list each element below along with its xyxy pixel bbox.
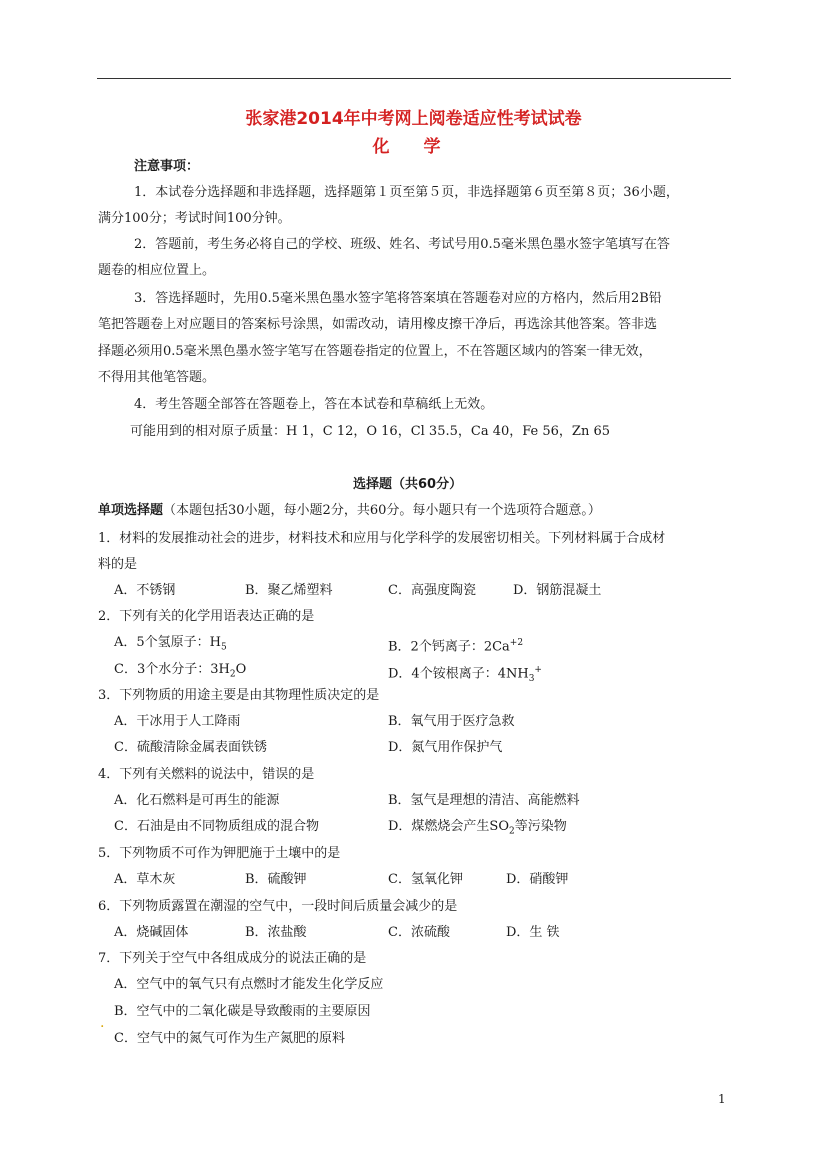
question-1-stem-cont: 料的是 bbox=[98, 557, 138, 572]
section-instructions bbox=[98, 502, 601, 520]
stray-mark: . bbox=[100, 1015, 105, 1031]
option-a: A．化石燃料是可再生的能源 bbox=[114, 793, 280, 808]
option-a: A．5个氢原子：$H_5$ bbox=[114, 635, 227, 653]
option-a: A．不锈钢 bbox=[114, 583, 176, 598]
notice-line: 择题必须用0.5毫米黑色墨水签字笔写在答题卷指定的位置上，不在答题区域内的答案一律无效， bbox=[98, 344, 652, 359]
option-c: C．硫酸清除金属表面铁锈 bbox=[114, 740, 267, 755]
option-c: C．石油是由不同物质组成的混合物 bbox=[114, 819, 319, 834]
question-2-stem: 2．下列有关的化学用语表达正确的是 bbox=[98, 609, 315, 624]
question-6-stem: 6．下列物质露置在潮湿的空气中，一段时间后质量会减少的是 bbox=[98, 899, 458, 914]
question-5-stem: 5．下列物质不可作为钾肥施于土壤中的是 bbox=[98, 846, 341, 861]
notice-line: 4．考生答题全部答在答题卷上，答在本试卷和草稿纸上无效。 bbox=[134, 397, 494, 412]
option-b: B．硫酸钾 bbox=[245, 872, 307, 887]
option-c: C．氢氧化钾 bbox=[388, 872, 463, 887]
notice-line: 笔把答题卷上对应题目的答案标号涂黑，如需改动，请用橡皮擦干净后，再选涂其他答案。答非选 bbox=[98, 317, 658, 332]
option-d: D．氮气用作保护气 bbox=[388, 740, 503, 755]
page-number: 1 bbox=[718, 1092, 726, 1106]
question-7-stem: 7．下列关于空气中各组成成分的说法正确的是 bbox=[98, 951, 367, 966]
exam-title: 张家港2014年中考网上阅卷适应性考试试卷 bbox=[245, 109, 582, 129]
option-a: A．烧碱固体 bbox=[114, 925, 189, 940]
option-b: B．空气中的二氧化碳是导致酸雨的主要原因 bbox=[114, 1004, 371, 1019]
question-1-stem: 1．材料的发展推动社会的进步，材料技术和应用与化学科学的发展密切相关。下列材料属于合成材 bbox=[98, 531, 666, 546]
notice-heading: 注意事项： bbox=[134, 159, 200, 174]
notice-line: 1．本试卷分选择题和非选择题，选择题第１页至第５页，非选择题第６页至第８页；36小题， bbox=[134, 185, 679, 200]
option-c: C．空气中的氮气可作为生产氮肥的原料 bbox=[114, 1031, 345, 1046]
section-title: 选择题（共60分） bbox=[353, 477, 463, 492]
notice-line: 题卷的相应位置上。 bbox=[98, 263, 216, 278]
option-a: A．草木灰 bbox=[114, 872, 176, 887]
option-d: D．4个铵根离子：$4NH_3^+$ bbox=[388, 665, 542, 684]
question-3-stem: 3．下列物质的用途主要是由其物理性质决定的是 bbox=[98, 688, 380, 703]
option-d: D．钢筋混凝土 bbox=[513, 583, 602, 598]
option-a: A．空气中的氧气只有点燃时才能发生化学反应 bbox=[114, 977, 384, 992]
option-b: B．聚乙烯塑料 bbox=[245, 583, 333, 598]
notice-line: 满分100分；考试时间100分钟。 bbox=[98, 211, 291, 226]
option-b: B．2个钙离子：$2Ca^{+2}$ bbox=[388, 638, 524, 655]
option-b: B．氢气是理想的清洁、高能燃料 bbox=[388, 793, 580, 808]
section-instr-rest: （本题包括30小题，每小题2分，共60分。每小题只有一个选项符合题意。） bbox=[163, 503, 601, 518]
notice-line: 2．答题前，考生务必将自己的学校、班级、姓名、考试号用0.5毫米黑色墨水签字笔填写在答 bbox=[134, 237, 670, 252]
option-d: D．煤燃烧会产生$SO_2$等污染物 bbox=[388, 819, 567, 837]
option-b: B．浓盐酸 bbox=[245, 925, 307, 940]
header-rule bbox=[97, 78, 731, 79]
section-instr-bold: 单项选择题 bbox=[98, 503, 164, 518]
notice-line: 3．答选择题时，先用0.5毫米黑色墨水签字笔将答案填在答题卷对应的方格内，然后用2B铅 bbox=[134, 291, 662, 306]
atomic-masses: 可能用到的相对原子质量：H 1，C 12，O 16，Cl 35.5，Ca 40，Fe 56，Zn 65 bbox=[130, 424, 611, 439]
option-c: C．3个水分子：$3H_2O$ bbox=[114, 662, 247, 680]
subject-title: 化 学 bbox=[372, 137, 455, 157]
notice-line: 不得用其他笔答题。 bbox=[98, 370, 216, 385]
option-d: D．生 铁 bbox=[506, 925, 560, 940]
option-d: D．硝酸钾 bbox=[506, 872, 569, 887]
option-c: C．高强度陶瓷 bbox=[388, 583, 476, 598]
option-c: C．浓硫酸 bbox=[388, 925, 450, 940]
option-b: B．氧气用于医疗急救 bbox=[388, 714, 515, 729]
option-a: A．干冰用于人工降雨 bbox=[114, 714, 241, 729]
question-4-stem: 4．下列有关燃料的说法中，错误的是 bbox=[98, 767, 315, 782]
